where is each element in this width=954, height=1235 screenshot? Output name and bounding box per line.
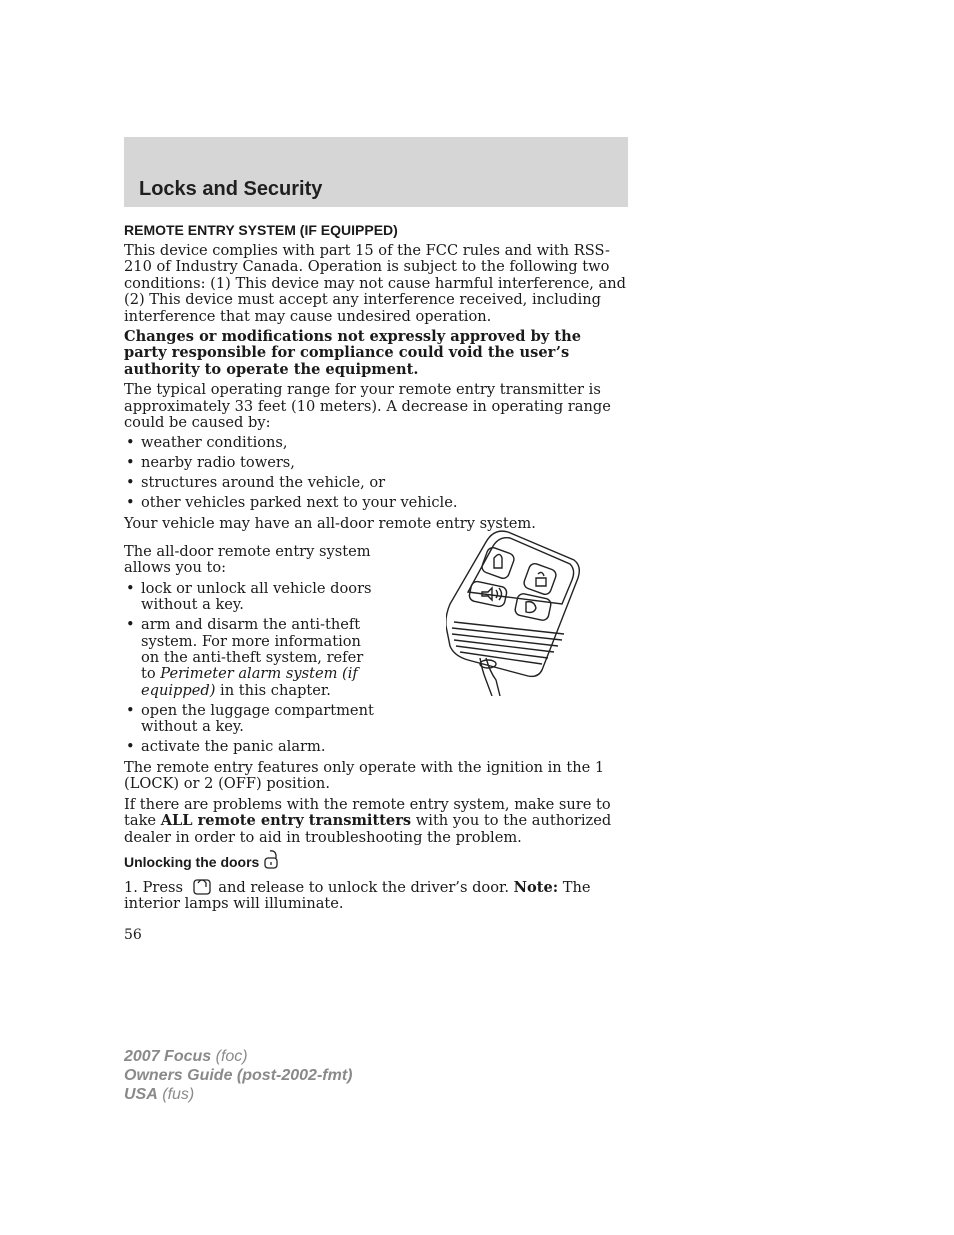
allows-list [124, 581, 374, 736]
footer-line-2 [124, 1066, 352, 1085]
warning-paragraph: Changes or modifications not expressly approved by the party responsible for compliance could void the user’s authority to operate the equipment. [124, 328, 581, 378]
allows-intro: The all-door remote entry system allows you to: [124, 543, 371, 577]
allows-list-continued [124, 739, 628, 755]
unlocking-heading [124, 850, 628, 871]
list-item: • nearby radio towers, [124, 455, 628, 471]
remote-features-text [124, 544, 374, 735]
anti-theft-suffix: in this chapter. [220, 681, 331, 699]
list-item: • other vehicles parked next to your vehicle. [124, 495, 628, 511]
list-item: • activate the panic alarm. [124, 739, 628, 755]
unlock-icon [263, 850, 279, 870]
ignition-paragraph: The remote entry features only operate with the ignition in the 1 (LOCK) or 2 (OFF) position. [124, 758, 605, 793]
footer-line-1 [124, 1047, 352, 1066]
unlocking-heading-text: Unlocking the doors [124, 853, 260, 870]
remote-features-block [124, 544, 628, 756]
page-title: Locks and Security [139, 178, 323, 200]
note-text: The interior lamps will illuminate. [124, 878, 591, 913]
anti-theft-text: arm and disarm the anti-theft system. For more information on the anti-theft system, refer to [141, 616, 364, 683]
problems-paragraph [124, 797, 628, 846]
footer-model-code: (foc) [215, 1048, 248, 1065]
main-content [124, 221, 628, 943]
list-item: • structures around the vehicle, or [124, 475, 628, 491]
range-causes-list [124, 435, 628, 511]
problems-prefix: If there are problems with the remote entry system, make sure to take [124, 795, 611, 830]
section-header-band [124, 137, 628, 207]
list-item: • weather conditions, [124, 435, 628, 451]
list-item: • open the luggage compartment without a key. [124, 703, 374, 736]
unlock-step-1 [124, 877, 628, 913]
range-paragraph: The typical operating range for your remote entry transmitter is approximately 33 feet (10 meters). A decrease in operating range could be caused by: [124, 381, 611, 432]
page-number: 56 [124, 926, 142, 943]
cross-reference-link[interactable]: Perimeter alarm system (if equipped) [141, 665, 358, 699]
step-prefix: 1. Press [124, 878, 183, 896]
footer-model: 2007 Focus [124, 1048, 212, 1065]
remote-key-fob-image [446, 530, 582, 696]
problems-bold: ALL remote entry transmitters [160, 812, 412, 830]
fcc-paragraph: This device complies with part 15 of the FCC rules and with RSS-210 of Industry Canada. Operation is subject to the following two conditions: (1) This device may not cause harmful interference, and (2) This device must accept any interference received, including interference that may cause undesired operation. [124, 242, 627, 325]
document-footer [124, 1047, 352, 1104]
list-item: • lock or unlock all vehicle doors without a key. [124, 581, 374, 614]
section-heading: REMOTE ENTRY SYSTEM (IF EQUIPPED) [124, 222, 398, 238]
step-text: and release to unlock the driver’s door. [218, 878, 509, 896]
footer-guide: Owners Guide (post-2002-fmt) [124, 1067, 353, 1084]
unlock-button-icon [188, 877, 214, 895]
all-door-paragraph: Your vehicle may have an all-door remote entry system. [124, 514, 536, 532]
list-item [124, 617, 374, 699]
note-label: Note: [513, 878, 559, 896]
footer-line-3 [124, 1085, 352, 1104]
problems-suffix: with you to the authorized dealer in order to aid in troubleshooting the problem. [124, 812, 612, 846]
footer-market: USA [124, 1086, 158, 1103]
footer-market-code: (fus) [162, 1086, 195, 1103]
